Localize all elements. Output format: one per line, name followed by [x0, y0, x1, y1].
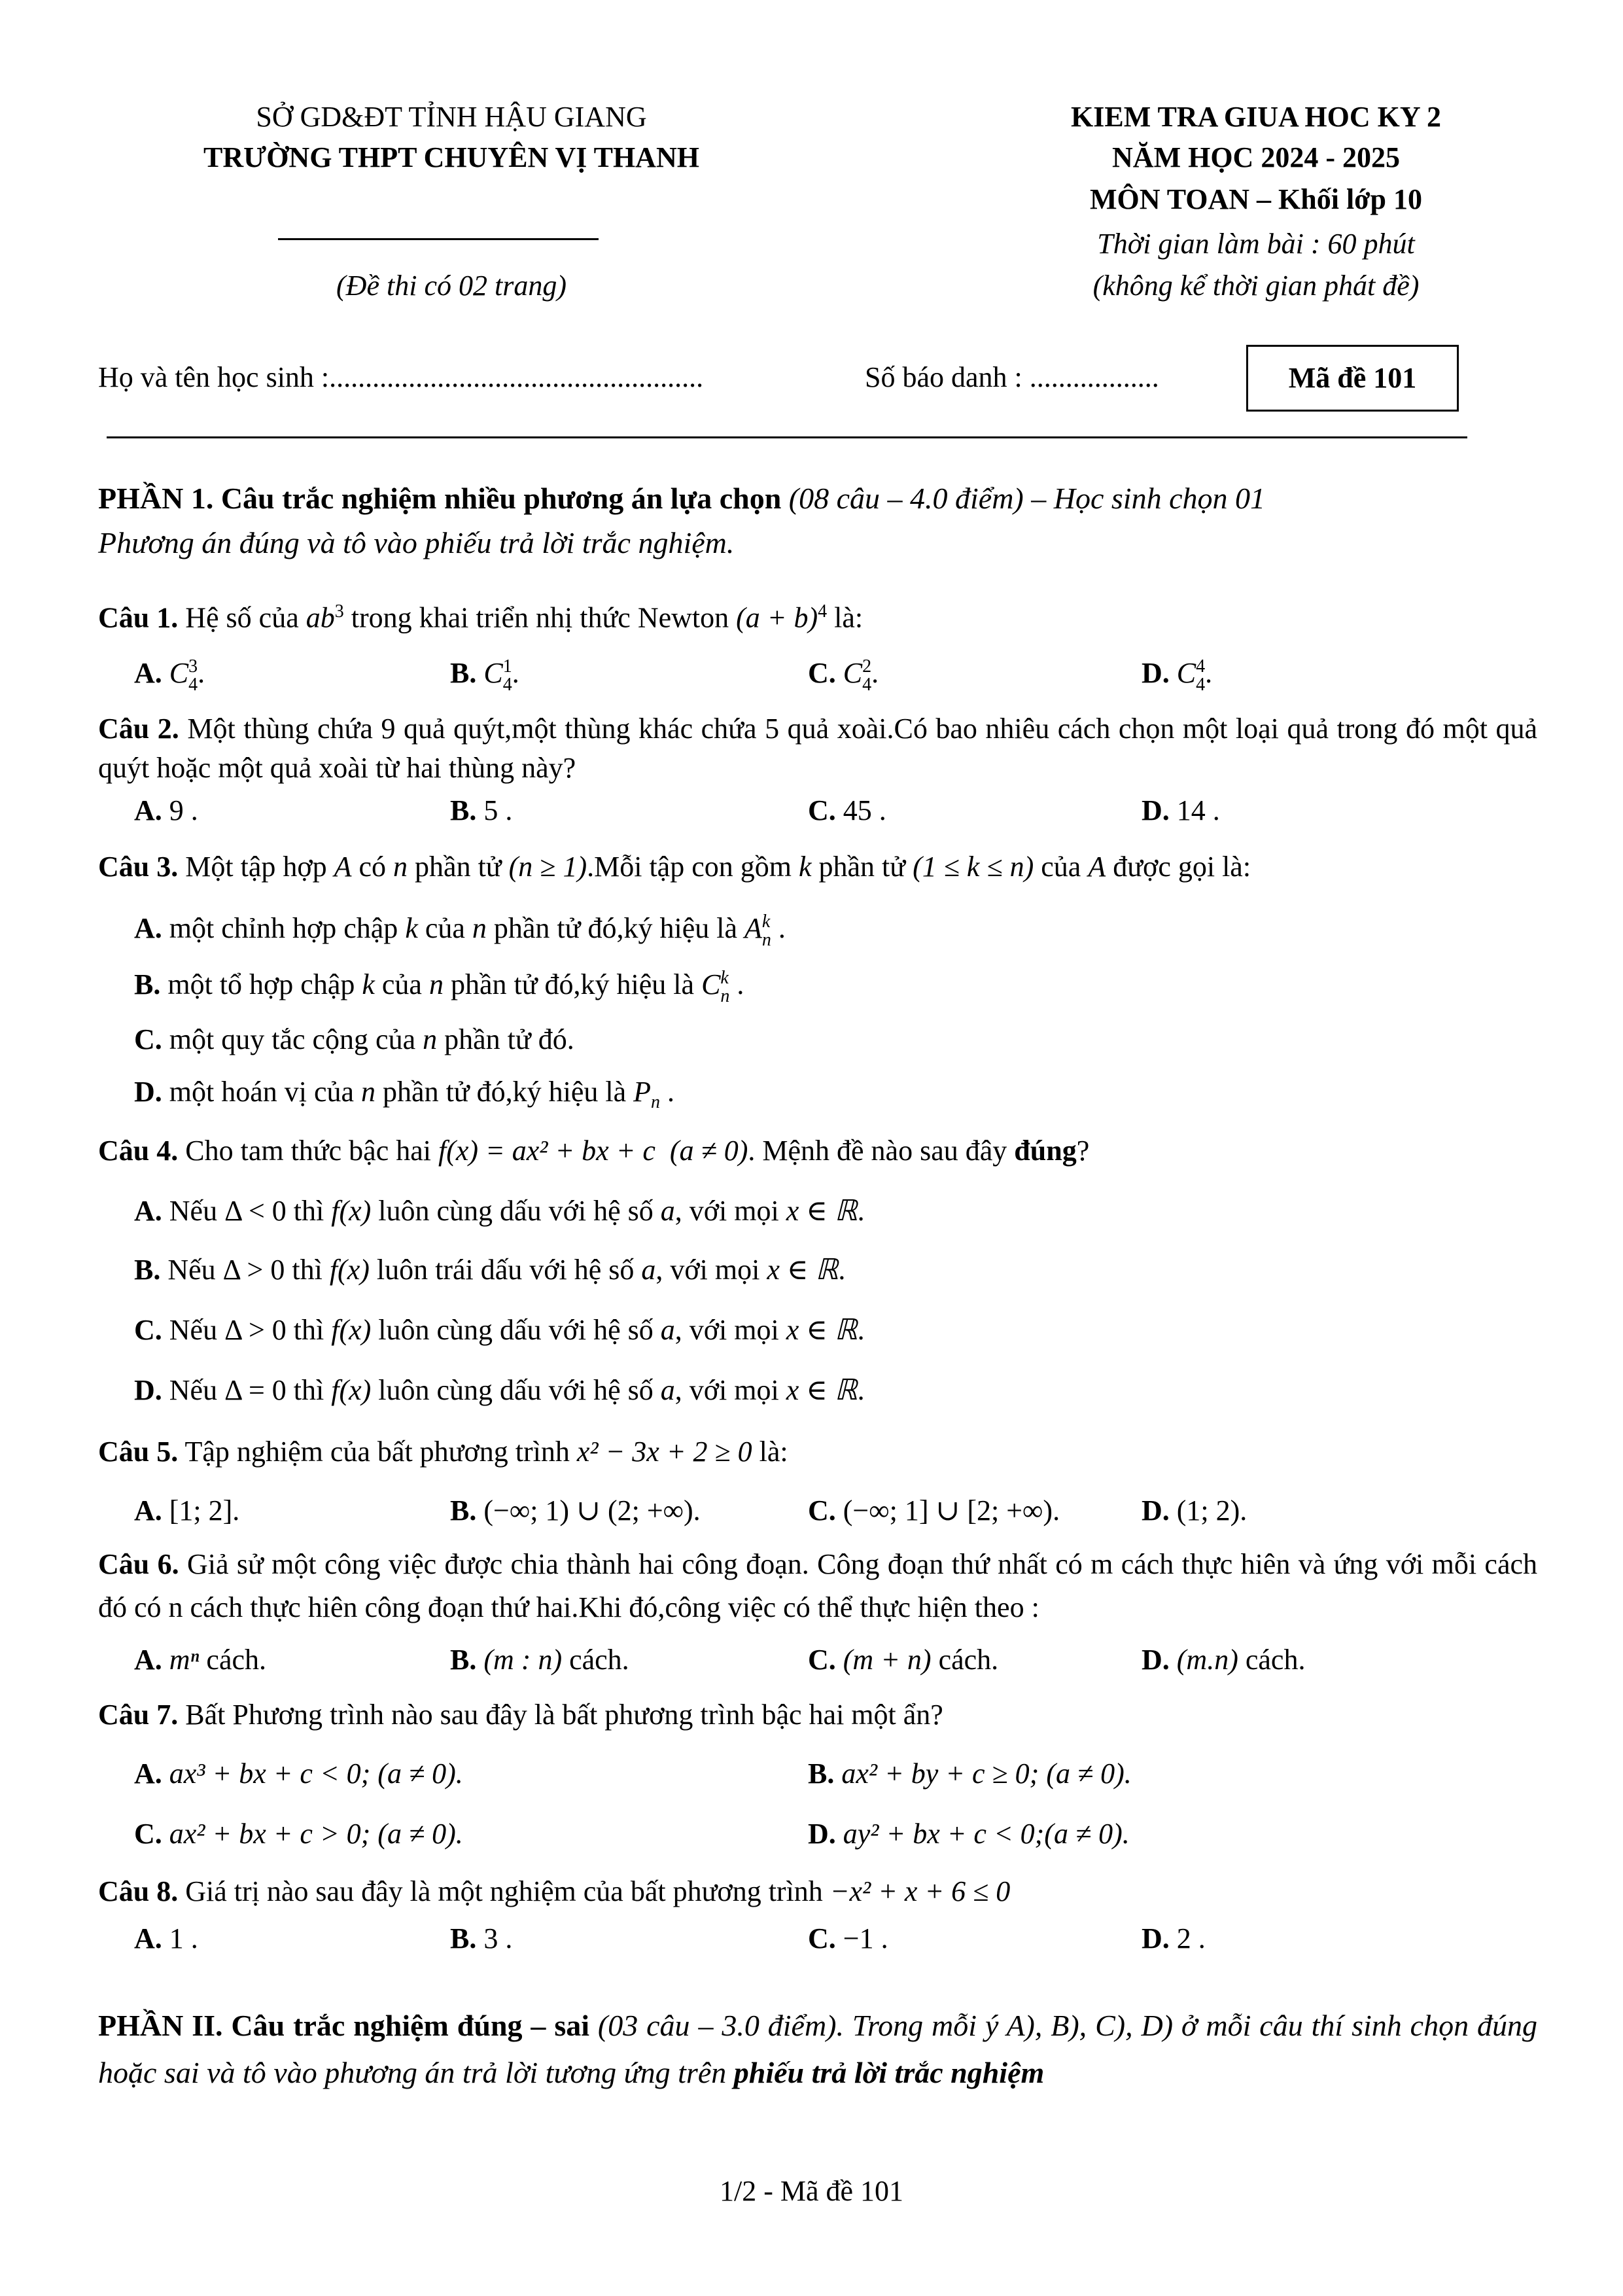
- option-text: luôn cùng dấu với hệ số: [371, 1195, 661, 1227]
- q5-option-b[interactable]: [450, 1492, 701, 1530]
- arrangement-symbol: A: [744, 912, 762, 944]
- permutation-symbol: P: [633, 1076, 652, 1108]
- math-condition: (1 ≤ k ≤ n): [913, 851, 1034, 883]
- option-label: A.: [134, 794, 162, 826]
- subscript: n: [761, 929, 771, 950]
- option-label: A.: [134, 1494, 162, 1527]
- superscript: k: [761, 911, 771, 932]
- math-binomial: (a + b): [736, 601, 818, 634]
- option-end: .: [660, 1076, 675, 1108]
- q8-option-a[interactable]: [134, 1920, 198, 1958]
- question-6: [98, 1543, 1537, 1629]
- exponent: 4: [818, 601, 828, 622]
- math-var: a: [660, 1195, 675, 1227]
- q4-option-d[interactable]: [134, 1371, 865, 1409]
- exponent: 3: [334, 601, 344, 622]
- option-text: cách.: [562, 1644, 629, 1676]
- option-text: phần tử đó.: [437, 1023, 574, 1055]
- math-var: n: [472, 912, 487, 944]
- option-text: Nếu: [169, 1374, 225, 1406]
- header-divider: [278, 238, 599, 240]
- q6-option-a[interactable]: [134, 1641, 266, 1679]
- option-text: một quy tắc cộng của: [169, 1023, 423, 1055]
- combination-symbol: C: [1176, 657, 1196, 689]
- option-text: 2 .: [1176, 1922, 1206, 1954]
- set-symbol: A: [1088, 851, 1106, 883]
- option-end: .: [729, 968, 744, 1000]
- option-text: (−∞; 1) ∪ (2; +∞).: [483, 1494, 701, 1527]
- option-text: của: [374, 968, 429, 1000]
- option-text: cách.: [931, 1644, 999, 1676]
- option-label: D.: [134, 1076, 162, 1108]
- question-2: [98, 709, 1537, 788]
- page-count-note: (Đề thi có 02 trang): [336, 270, 567, 302]
- option-end: .: [857, 1314, 865, 1346]
- option-text: phần tử đó,ký hiệu là: [443, 968, 702, 1000]
- q5-option-d[interactable]: [1142, 1492, 1247, 1530]
- option-text: thì: [286, 1374, 332, 1406]
- set-symbol: A: [334, 851, 352, 883]
- exam-code-box: Mã đề 101: [1246, 345, 1459, 412]
- school-dept: SỞ GD&ĐT TỈNH HẬU GIANG: [256, 101, 647, 133]
- option-label: C.: [134, 1023, 162, 1055]
- option-label: B.: [134, 1254, 161, 1286]
- math-var: a: [641, 1254, 656, 1286]
- question-text: Cho tam thức bậc hai: [185, 1135, 438, 1167]
- option-text: thì: [285, 1254, 330, 1286]
- question-label: Câu 5.: [98, 1436, 179, 1468]
- option-text: [1; 2].: [169, 1494, 240, 1527]
- option-label: D.: [1142, 794, 1170, 826]
- option-end: .: [838, 1254, 846, 1286]
- option-label: A.: [134, 657, 162, 689]
- q3-option-a[interactable]: [134, 910, 786, 949]
- math-var: k: [362, 968, 375, 1000]
- question-8: [98, 1873, 1010, 1911]
- question-text: ?: [1076, 1135, 1090, 1167]
- part2-heading: [98, 2002, 1537, 2096]
- option-end: .: [857, 1374, 865, 1406]
- math-domain: x ∈ ℝ: [767, 1254, 839, 1286]
- option-label: C.: [808, 1494, 836, 1527]
- option-text: cách.: [199, 1644, 267, 1676]
- math-expression: ax³ + bx + c < 0; (a ≠ 0).: [169, 1757, 463, 1790]
- option-text: một chỉnh hợp chập: [169, 912, 406, 944]
- math-expression: −x² + x + 6 ≤ 0: [829, 1875, 1011, 1907]
- time-limit: Thời gian làm bài : 60 phút: [1097, 228, 1415, 260]
- option-text: một tổ hợp chập: [167, 968, 362, 1000]
- math-var: a: [660, 1314, 675, 1346]
- math-condition: Δ < 0: [224, 1195, 287, 1227]
- math-var: n: [361, 1076, 376, 1108]
- exam-title: KIEM TRA GIUA HOC KY 2: [1071, 101, 1441, 133]
- option-label: B.: [450, 657, 477, 689]
- q2-option-c[interactable]: [808, 792, 886, 830]
- option-end: .: [198, 657, 205, 689]
- option-text: , với mọi: [674, 1195, 786, 1227]
- q6-option-c[interactable]: [808, 1641, 998, 1679]
- question-4: [98, 1132, 1089, 1170]
- combination-symbol: C: [169, 657, 189, 689]
- question-label: Câu 1.: [98, 601, 179, 634]
- option-text: một hoán vị của: [169, 1076, 362, 1108]
- part2-note: (03 câu – 3.0 điểm). Trong mỗi ý A), B), C), D) ở mỗi câu thí sinh chọn đúng hoặc sai và tô vào phương án trả lời tương ứng trên: [98, 2009, 1537, 2089]
- option-label: B.: [450, 1494, 477, 1527]
- question-label: Câu 2.: [98, 713, 179, 745]
- math-expression: x² − 3x + 2 ≥ 0: [576, 1436, 752, 1468]
- q7-option-b[interactable]: [808, 1755, 1132, 1793]
- question-text: trong khai triển nhị thức Newton: [343, 601, 737, 634]
- part1-note: (08 câu – 4.0 điểm) – Học sinh chọn 01: [788, 482, 1265, 515]
- math-domain: x ∈ ℝ: [786, 1314, 858, 1346]
- question-text: . Mệnh đề nào sau đây: [748, 1135, 1015, 1167]
- question-label: Câu 6.: [98, 1548, 179, 1580]
- math-expression: ay² + bx + c < 0;(a ≠ 0).: [843, 1818, 1130, 1850]
- superscript: k: [720, 967, 729, 988]
- option-text: −1 .: [843, 1922, 888, 1954]
- question-text: Tập nghiệm của bất phương trình: [184, 1436, 577, 1468]
- option-label: D.: [134, 1374, 162, 1406]
- option-end: .: [857, 1195, 865, 1227]
- question-text: có: [351, 851, 394, 883]
- info-divider: [107, 436, 1467, 438]
- part1-title: PHẦN 1. Câu trắc nghiệm nhiều phương án lựa chọn: [98, 482, 782, 515]
- option-text: Nếu: [169, 1195, 225, 1227]
- option-label: D.: [808, 1818, 836, 1850]
- math-var: n: [393, 851, 408, 883]
- student-id-field[interactable]: Số báo danh : ..................: [865, 361, 1159, 393]
- q1-option-a[interactable]: [134, 654, 205, 694]
- part1-note-2: Phương án đúng và tô vào phiếu trả lời trắc nghiệm.: [98, 526, 735, 559]
- option-end: .: [512, 657, 519, 689]
- q4-option-c[interactable]: [134, 1311, 865, 1349]
- math-domain: x ∈ ℝ: [786, 1195, 858, 1227]
- question-text: .Mỗi tập con gồm: [587, 851, 799, 883]
- question-1: [98, 593, 863, 637]
- option-text: (−∞; 1] ∪ [2; +∞).: [843, 1494, 1060, 1527]
- option-label: B.: [450, 1644, 477, 1676]
- question-text: phần tử: [811, 851, 913, 883]
- q6-option-d[interactable]: [1142, 1641, 1305, 1679]
- part2-title: PHẦN II. Câu trắc nghiệm đúng – sai: [98, 2009, 590, 2042]
- option-label: D.: [1142, 1644, 1170, 1676]
- question-label: Câu 7.: [98, 1699, 179, 1731]
- q3-option-b[interactable]: [134, 966, 744, 1006]
- option-text: thì: [286, 1314, 332, 1346]
- question-label: Câu 4.: [98, 1135, 179, 1167]
- q8-option-d[interactable]: [1142, 1920, 1206, 1958]
- question-3: [98, 848, 1251, 886]
- option-text: phần tử đó,ký hiệu là: [486, 912, 745, 944]
- school-name: TRƯỜNG THPT CHUYÊN VỊ THANH: [203, 141, 699, 173]
- option-text: luôn trái dấu với hệ số: [369, 1254, 642, 1286]
- option-label: B.: [134, 968, 161, 1000]
- math-expression: mⁿ: [169, 1644, 200, 1676]
- q7-option-d[interactable]: [808, 1815, 1130, 1853]
- combination-symbol: C: [701, 968, 721, 1000]
- option-label: A.: [134, 912, 162, 944]
- q3-option-d[interactable]: [134, 1073, 674, 1122]
- option-text: cách.: [1238, 1644, 1306, 1676]
- question-text: Giả sử một công việc được chia thành hai công đoạn. Công đoạn thứ nhất có m cách thực hiên và ứng với mỗi cách đó có n cách thực hiên công đoạn thứ hai.Khi đó,công việc có thể thực hiện theo :: [98, 1548, 1538, 1623]
- option-label: A.: [134, 1195, 162, 1227]
- subject: MÔN TOAN – Khối lớp 10: [1089, 183, 1423, 215]
- option-label: A.: [134, 1757, 162, 1790]
- option-label: B.: [808, 1757, 835, 1790]
- page-footer: 1/2 - Mã đề 101: [719, 2175, 904, 2207]
- question-text: là:: [752, 1436, 788, 1468]
- option-text: (1; 2).: [1176, 1494, 1248, 1527]
- math-domain: x ∈ ℝ: [786, 1374, 858, 1406]
- math-function: f(x): [331, 1374, 372, 1406]
- combination-symbol: C: [483, 657, 503, 689]
- q4-option-a[interactable]: [134, 1192, 865, 1230]
- q5-option-c[interactable]: [808, 1492, 1060, 1530]
- question-text: Một tập hợp: [185, 851, 334, 883]
- math-condition: (a ≠ 0): [669, 1135, 748, 1167]
- question-text: là:: [827, 601, 864, 634]
- option-text: 3 .: [483, 1922, 513, 1954]
- math-var: k: [798, 851, 812, 883]
- question-text: phần tử: [408, 851, 509, 883]
- q7-option-c[interactable]: [134, 1815, 463, 1853]
- superscript: 2: [862, 656, 872, 677]
- option-end: .: [871, 657, 879, 689]
- q1-option-b[interactable]: [450, 654, 519, 694]
- question-text: Một thùng chứa 9 quả quýt,một thùng khác chứa 5 quả xoài.Có bao nhiêu cách chọn một loại quả trong đó một quả quýt hoặc một quả xoài từ hai thùng này?: [98, 713, 1538, 784]
- question-text: Bất Phương trình nào sau đây là bất phương trình bậc hai một ẩn?: [185, 1699, 943, 1731]
- option-label: C.: [134, 1818, 162, 1850]
- math-expression: (m + n): [843, 1644, 932, 1676]
- math-condition: Δ > 0: [222, 1254, 285, 1286]
- option-label: C.: [808, 794, 836, 826]
- math-function: f(x): [329, 1254, 370, 1286]
- combination-symbol: C: [843, 657, 863, 689]
- option-label: B.: [450, 794, 477, 826]
- math-condition: Δ = 0: [224, 1374, 287, 1406]
- subscript: 4: [1196, 674, 1206, 695]
- time-note: (không kể thời gian phát đề): [1092, 270, 1420, 302]
- math-condition: Δ > 0: [224, 1314, 287, 1346]
- math-term: ab: [305, 601, 335, 634]
- option-text: 45 .: [843, 794, 886, 826]
- math-var: a: [660, 1374, 675, 1406]
- option-text: Nếu: [169, 1314, 225, 1346]
- superscript: 3: [188, 656, 198, 677]
- subscript: n: [651, 1091, 661, 1112]
- question-5: [98, 1433, 788, 1471]
- part1-heading: [98, 476, 1537, 565]
- math-function: f(x): [331, 1195, 372, 1227]
- q2-option-d[interactable]: [1142, 792, 1220, 830]
- option-text: của: [417, 912, 472, 944]
- question-7: [98, 1696, 943, 1734]
- q1-option-d[interactable]: [1142, 654, 1212, 694]
- q6-option-b[interactable]: [450, 1641, 629, 1679]
- option-end: .: [771, 912, 786, 944]
- option-label: C.: [134, 1314, 162, 1346]
- q8-option-b[interactable]: [450, 1920, 512, 1958]
- option-label: A.: [134, 1922, 162, 1954]
- student-name-field[interactable]: Họ và tên học sinh :....................................................: [98, 361, 704, 393]
- q3-option-c[interactable]: [134, 1021, 574, 1059]
- superscript: 1: [502, 656, 512, 677]
- option-label: D.: [1142, 657, 1170, 689]
- math-var: n: [428, 968, 444, 1000]
- option-text: , với mọi: [674, 1374, 786, 1406]
- option-text: 9 .: [169, 794, 198, 826]
- option-text: thì: [286, 1195, 332, 1227]
- q5-option-a[interactable]: [134, 1492, 239, 1530]
- q2-option-a[interactable]: [134, 792, 198, 830]
- option-text: luôn cùng dấu với hệ số: [371, 1374, 661, 1406]
- option-label: C.: [808, 1922, 836, 1954]
- math-expression: (m.n): [1176, 1644, 1238, 1676]
- question-label: Câu 8.: [98, 1875, 179, 1907]
- option-text: Nếu: [167, 1254, 223, 1286]
- math-condition: (n ≥ 1): [508, 851, 587, 883]
- subscript: 4: [188, 674, 198, 695]
- q1-option-c[interactable]: [808, 654, 879, 694]
- question-text: được gọi là:: [1106, 851, 1251, 883]
- question-text: của: [1034, 851, 1089, 883]
- question-text: Giá trị nào sau đây là một nghiệm của bất phương trình: [185, 1875, 830, 1907]
- option-text: , với mọi: [674, 1314, 786, 1346]
- option-label: C.: [808, 1644, 836, 1676]
- superscript: 4: [1196, 656, 1206, 677]
- option-text: , với mọi: [655, 1254, 767, 1286]
- option-text: luôn cùng dấu với hệ số: [371, 1314, 661, 1346]
- math-expression: (m : n): [483, 1644, 563, 1676]
- q4-option-b[interactable]: [134, 1251, 845, 1289]
- school-year: NĂM HỌC 2024 - 2025: [1112, 141, 1400, 173]
- q2-option-b[interactable]: [450, 792, 512, 830]
- math-var: n: [423, 1023, 438, 1055]
- part2-note-bold: phiếu trả lời trắc nghiệm: [733, 2056, 1045, 2089]
- option-label: A.: [134, 1644, 162, 1676]
- option-text: 5 .: [483, 794, 513, 826]
- option-text: 1 .: [169, 1922, 198, 1954]
- subscript: n: [720, 985, 730, 1006]
- option-label: B.: [450, 1922, 477, 1954]
- math-var: k: [405, 912, 418, 944]
- emphasis: đúng: [1014, 1135, 1077, 1167]
- option-label: C.: [808, 657, 836, 689]
- option-label: D.: [1142, 1494, 1170, 1527]
- math-function: f(x): [331, 1314, 372, 1346]
- subscript: 4: [862, 674, 872, 695]
- subscript: 4: [502, 674, 512, 695]
- question-text: Hệ số của: [185, 601, 306, 634]
- math-expression: ax² + bx + c > 0; (a ≠ 0).: [169, 1818, 463, 1850]
- q7-option-a[interactable]: [134, 1755, 463, 1793]
- option-end: .: [1205, 657, 1213, 689]
- option-text: phần tử đó,ký hiệu là: [375, 1076, 634, 1108]
- option-label: D.: [1142, 1922, 1170, 1954]
- question-label: Câu 3.: [98, 851, 179, 883]
- math-expression: ax² + by + c ≥ 0; (a ≠ 0).: [841, 1757, 1132, 1790]
- option-text: 14 .: [1176, 794, 1220, 826]
- q8-option-c[interactable]: [808, 1920, 888, 1958]
- math-expression: f(x) = ax² + bx + c: [438, 1135, 655, 1167]
